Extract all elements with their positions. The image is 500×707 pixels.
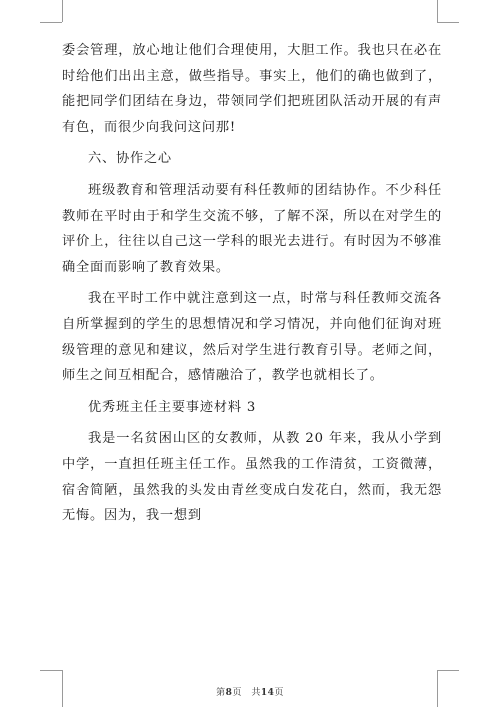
crop-mark-bottom-right-horizontal xyxy=(437,670,459,671)
section-heading-material-3: 优秀班主任主要事迹材料 3 xyxy=(88,399,257,415)
crop-mark-top-right-horizontal xyxy=(437,22,459,23)
crop-mark-top-left-horizontal xyxy=(40,22,62,23)
body-paragraph: 我是一名贫困山区的女教师，从教 20 年来，我从小学到中学，一直担任班主任工作。虽然我的工作清贫，工资微薄，宿舍简陋，虽然我的头发由青丝变成白发花白，然而，我无怨无悔。因为，我一想到 xyxy=(62,431,442,524)
footer-suffix: 页 xyxy=(274,688,284,698)
body-paragraph: 班级教育和管理活动要有科任教师的团结协作。不少科任教师在平时由于和学生交流不够，了解不深，所以在对学生的评价上，往往以自己这一学科的眼光去进行。有时因为不够准确全面而影响了教育效果。 xyxy=(62,182,442,275)
document-body xyxy=(62,38,442,535)
page-footer xyxy=(0,685,500,698)
footer-prefix: 第 xyxy=(216,688,226,698)
total-pages-number: 14 xyxy=(260,688,275,698)
current-page-number: 8 xyxy=(225,688,233,698)
crop-mark-top-right-vertical xyxy=(437,0,438,22)
footer-middle: 页 共 xyxy=(232,688,261,698)
body-paragraph: 我在平时工作中就注意到这一点，时常与科任教师交流各自所掌握到的学生的思想情况和学习情况，并向他们征询对班级管理的意见和建议，然后对学生进行教育引导。老师之间，师生之间互相配合，感情融洽了，教学也就相长了。 xyxy=(62,291,442,384)
section-heading-cooperation: 六、协作之心 xyxy=(88,151,172,167)
crop-mark-top-left-vertical xyxy=(62,0,63,22)
crop-mark-bottom-left-horizontal xyxy=(40,670,62,671)
continuation-paragraph: 委会管理，放心地让他们合理使用，大胆工作。我也只在必在时给他们出出主意，做些指导。事实上，他们的确也做到了，能把同学们团结在身边，带领同学们把班团队活动开展的有声有色，而很少向我问这问那! xyxy=(62,43,442,135)
